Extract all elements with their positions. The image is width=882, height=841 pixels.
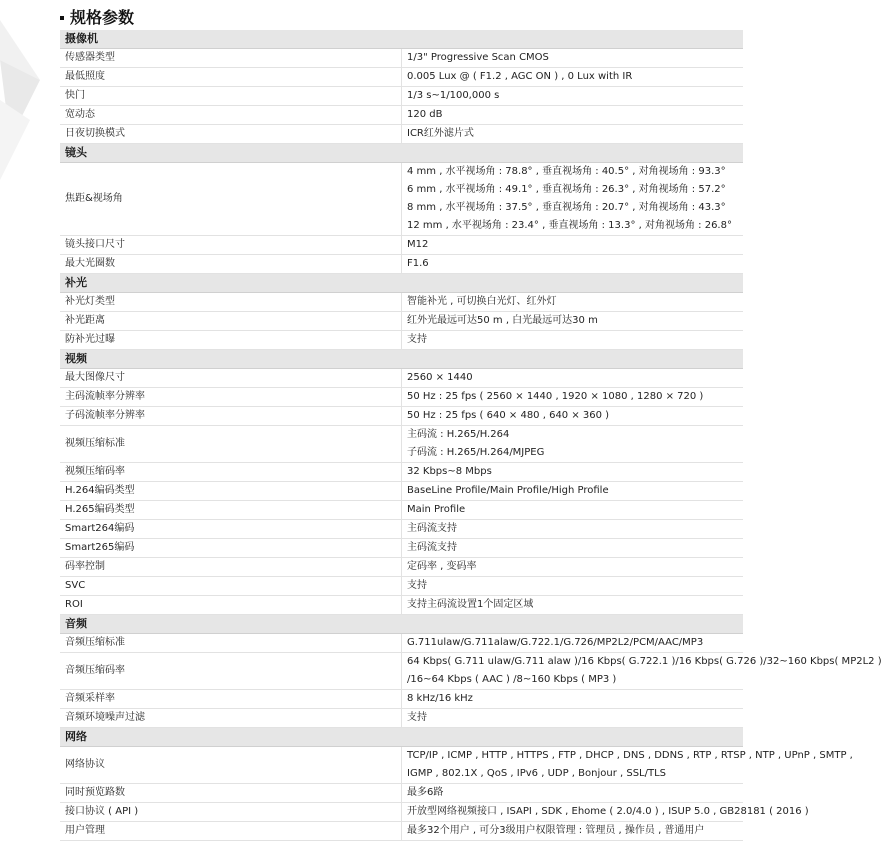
spec-value-line: 支持 [407, 712, 427, 723]
spec-value [402, 784, 744, 803]
spec-label: SVC [60, 577, 402, 596]
spec-value [402, 558, 744, 577]
spec-label: 补光灯类型 [60, 293, 402, 312]
section-title: 网络 [60, 728, 743, 747]
table-row [60, 747, 743, 784]
spec-label: 最低照度 [60, 68, 402, 87]
spec-value-line: M12 [407, 239, 429, 250]
spec-value-line: 1/3 s~1/100,000 s [407, 90, 500, 101]
table-row [60, 822, 743, 841]
spec-value-line: 定码率 , 变码率 [407, 561, 477, 572]
table-row [60, 407, 743, 426]
table-row [60, 426, 743, 463]
table-row [60, 369, 743, 388]
table-row [60, 653, 743, 690]
spec-value-line: 子码流 : H.265/H.264/MJPEG [407, 447, 545, 458]
spec-value-line: 智能补光 , 可切换白光灯、红外灯 [407, 296, 557, 307]
section-title: 视频 [60, 350, 743, 369]
spec-value [402, 577, 744, 596]
spec-value [402, 388, 744, 407]
spec-label: 接口协议 ( API ) [60, 803, 402, 822]
table-row [60, 68, 743, 87]
section-title: 镜头 [60, 144, 743, 163]
spec-value [402, 331, 744, 350]
spec-value [402, 426, 744, 463]
table-row [60, 634, 743, 653]
spec-label: ROI [60, 596, 402, 615]
section-header [60, 144, 743, 163]
table-row [60, 236, 743, 255]
table-row [60, 596, 743, 615]
table-row [60, 125, 743, 144]
spec-value [402, 822, 744, 841]
spec-value [402, 312, 744, 331]
spec-label: 音频压缩码率 [60, 653, 402, 690]
spec-value-line: 6 mm , 水平视场角 : 49.1° , 垂直视场角 : 26.3° , 对角视场角 : 57.2° [407, 184, 726, 195]
spec-value [402, 596, 744, 615]
spec-value-line: TCP/IP , ICMP , HTTP , HTTPS , FTP , DHCP , DNS , DDNS , RTP , RTSP , NTP , UPnP , SMTP , [407, 750, 853, 761]
section-header [60, 350, 743, 369]
spec-value [402, 463, 744, 482]
spec-value-line: 50 Hz : 25 fps ( 2560 × 1440 , 1920 × 1080 , 1280 × 720 ) [407, 391, 704, 402]
table-row [60, 106, 743, 125]
spec-value-line: 最多6路 [407, 787, 444, 798]
spec-label: 视频压缩标准 [60, 426, 402, 463]
spec-value [402, 293, 744, 312]
page-title-text: 规格参数 [70, 8, 135, 27]
spec-value-line: 50 Hz : 25 fps ( 640 × 480 , 640 × 360 ) [407, 410, 610, 421]
spec-value-line: 120 dB [407, 109, 443, 120]
spec-value-line: 主码流支持 [407, 542, 457, 553]
spec-label: 宽动态 [60, 106, 402, 125]
table-row [60, 784, 743, 803]
section-header [60, 30, 743, 49]
table-row [60, 558, 743, 577]
spec-label: 主码流帧率分辨率 [60, 388, 402, 407]
spec-value [402, 68, 744, 87]
spec-label: 焦距&视场角 [60, 163, 402, 236]
table-row [60, 577, 743, 596]
spec-value [402, 520, 744, 539]
spec-value-line: /16~64 Kbps ( AAC ) /8~160 Kbps ( MP3 ) [407, 674, 617, 685]
spec-value [402, 539, 744, 558]
spec-value-line: Main Profile [407, 504, 466, 515]
table-row [60, 87, 743, 106]
table-row [60, 539, 743, 558]
spec-value [402, 482, 744, 501]
spec-value-line: 2560 × 1440 [407, 372, 473, 383]
table-row [60, 49, 743, 68]
spec-value [402, 49, 744, 68]
spec-value-line: 8 mm , 水平视场角 : 37.5° , 垂直视场角 : 20.7° , 对角视场角 : 43.3° [407, 202, 726, 213]
section-title: 摄像机 [60, 30, 743, 49]
spec-value [402, 87, 744, 106]
spec-value-line: ICR红外滤片式 [407, 128, 474, 139]
spec-value [402, 709, 744, 728]
spec-label: 码率控制 [60, 558, 402, 577]
spec-value [402, 747, 853, 784]
spec-value-line: 主码流支持 [407, 523, 457, 534]
spec-value-line: 64 Kbps( G.711 ulaw/G.711 alaw )/16 Kbps( G.722.1 )/16 Kbps( G.726 )/32~160 Kbps( MP2L2 ) [407, 656, 882, 667]
spec-value-line: 红外光最远可达50 m , 白光最远可达30 m [407, 315, 598, 326]
spec-value-line: 8 kHz/16 kHz [407, 693, 473, 704]
spec-value-line: G.711ulaw/G.711alaw/G.722.1/G.726/MP2L2/PCM/AAC/MP3 [407, 637, 704, 648]
spec-label: 传感器类型 [60, 49, 402, 68]
spec-value-line: IGMP , 802.1X , QoS , IPv6 , UDP , Bonjour , SSL/TLS [407, 768, 667, 779]
spec-label: 最大光圈数 [60, 255, 402, 274]
spec-value-line: 0.005 Lux @ ( F1.2 , AGC ON ) , 0 Lux with IR [407, 71, 633, 82]
spec-label: 视频压缩码率 [60, 463, 402, 482]
section-title: 补光 [60, 274, 743, 293]
spec-value [402, 634, 744, 653]
table-row [60, 331, 743, 350]
section-header [60, 274, 743, 293]
spec-value-line: F1.6 [407, 258, 429, 269]
spec-label: 最大图像尺寸 [60, 369, 402, 388]
spec-value [402, 125, 744, 144]
spec-label: H.264编码类型 [60, 482, 402, 501]
spec-table [60, 30, 882, 841]
page-title [60, 6, 134, 30]
spec-value-line: 1/3" Progressive Scan CMOS [407, 52, 549, 63]
spec-value-line: 最多32个用户 , 可分3级用户权限管理 : 管理员 , 操作员 , 普通用户 [407, 825, 705, 836]
spec-value [402, 106, 744, 125]
spec-value-line: 支持 [407, 580, 427, 591]
table-row [60, 501, 743, 520]
table-row [60, 690, 743, 709]
spec-value [402, 369, 744, 388]
spec-label: H.265编码类型 [60, 501, 402, 520]
spec-value [402, 653, 882, 690]
spec-label: 音频环境噪声过滤 [60, 709, 402, 728]
spec-label: Smart265编码 [60, 539, 402, 558]
spec-label: 子码流帧率分辨率 [60, 407, 402, 426]
spec-label: Smart264编码 [60, 520, 402, 539]
spec-label: 镜头接口尺寸 [60, 236, 402, 255]
table-row [60, 163, 743, 236]
table-row [60, 482, 743, 501]
spec-value-line: 支持主码流设置1个固定区域 [407, 599, 534, 610]
section-header [60, 615, 743, 634]
spec-value [402, 690, 744, 709]
table-row [60, 803, 743, 822]
table-row [60, 709, 743, 728]
spec-value-line: 4 mm , 水平视场角 : 78.8° , 垂直视场角 : 40.5° , 对角视场角 : 93.3° [407, 166, 726, 177]
spec-value [402, 255, 744, 274]
spec-label: 音频采样率 [60, 690, 402, 709]
spec-label: 日夜切换模式 [60, 125, 402, 144]
spec-label: 快门 [60, 87, 402, 106]
table-row [60, 312, 743, 331]
table-row [60, 255, 743, 274]
spec-value-line: 12 mm , 水平视场角 : 23.4° , 垂直视场角 : 13.3° , 对角视场角 : 26.8° [407, 220, 732, 231]
spec-value-line: 主码流 : H.265/H.264 [407, 429, 510, 440]
title-bullet-icon [60, 16, 64, 20]
table-row [60, 388, 743, 407]
section-title: 音频 [60, 615, 743, 634]
spec-value [402, 803, 809, 822]
spec-label: 防补光过曝 [60, 331, 402, 350]
spec-value-line: 支持 [407, 334, 427, 345]
table-row [60, 293, 743, 312]
spec-label: 同时预览路数 [60, 784, 402, 803]
spec-value [402, 407, 744, 426]
spec-label: 网络协议 [60, 747, 402, 784]
spec-value-line: 32 Kbps~8 Mbps [407, 466, 492, 477]
table-row [60, 520, 743, 539]
section-header [60, 728, 743, 747]
spec-value [402, 236, 744, 255]
spec-label: 用户管理 [60, 822, 402, 841]
spec-label: 音频压缩标准 [60, 634, 402, 653]
spec-value-line: BaseLine Profile/Main Profile/High Profile [407, 485, 609, 496]
spec-label: 补光距离 [60, 312, 402, 331]
spec-value-line: 开放型网络视频接口 , ISAPI , SDK , Ehome ( 2.0/4.0 ) , ISUP 5.0 , GB28181 ( 2016 ) [407, 806, 809, 817]
decorative-arrow-graphic [0, 0, 60, 260]
spec-value [402, 501, 744, 520]
spec-value [402, 163, 744, 236]
table-row [60, 463, 743, 482]
